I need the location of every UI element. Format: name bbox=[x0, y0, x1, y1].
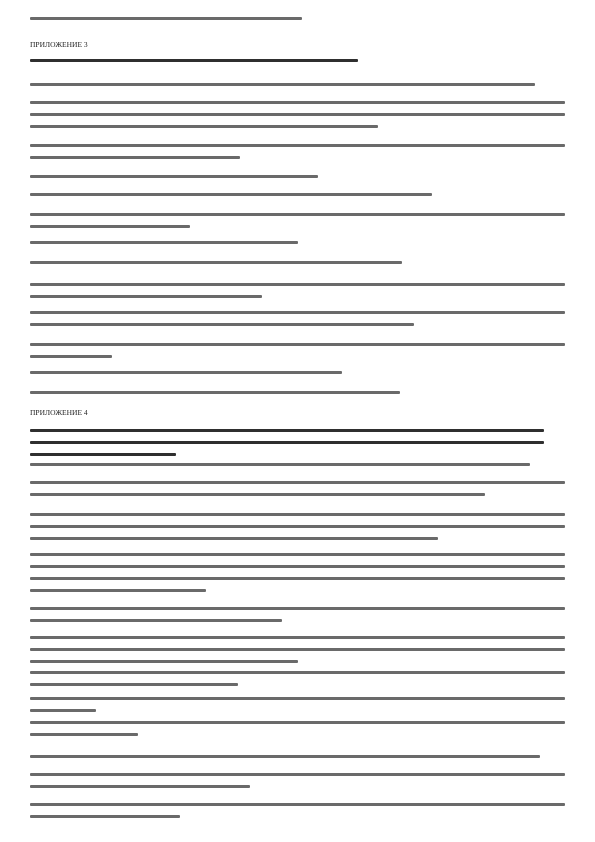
appendix-heading: ПРИЛОЖЕНИЕ 3 bbox=[30, 40, 88, 49]
paragraph bbox=[30, 141, 567, 162]
paragraph bbox=[30, 478, 567, 499]
paragraph bbox=[30, 98, 567, 131]
paragraph bbox=[30, 633, 567, 666]
paragraph bbox=[30, 80, 567, 89]
paragraph bbox=[30, 210, 567, 231]
appendix-heading: ПРИЛОЖЕНИЕ 4 bbox=[30, 408, 88, 417]
paragraph bbox=[30, 752, 567, 761]
paragraph bbox=[30, 770, 567, 791]
paragraph bbox=[30, 238, 567, 247]
paragraph bbox=[30, 190, 567, 199]
paragraph bbox=[30, 604, 567, 625]
section-heading bbox=[30, 426, 567, 459]
paragraph bbox=[30, 340, 567, 361]
paragraph bbox=[30, 14, 567, 23]
paragraph bbox=[30, 308, 567, 329]
paragraph bbox=[30, 668, 567, 689]
paragraph bbox=[30, 694, 567, 715]
paragraph bbox=[30, 510, 567, 543]
paragraph bbox=[30, 280, 567, 301]
paragraph bbox=[30, 800, 567, 821]
paragraph bbox=[30, 388, 567, 397]
section-heading bbox=[30, 56, 567, 65]
paragraph bbox=[30, 258, 567, 267]
paragraph bbox=[30, 550, 567, 595]
paragraph bbox=[30, 460, 567, 469]
paragraph bbox=[30, 718, 567, 739]
paragraph bbox=[30, 172, 567, 181]
paragraph bbox=[30, 368, 567, 377]
